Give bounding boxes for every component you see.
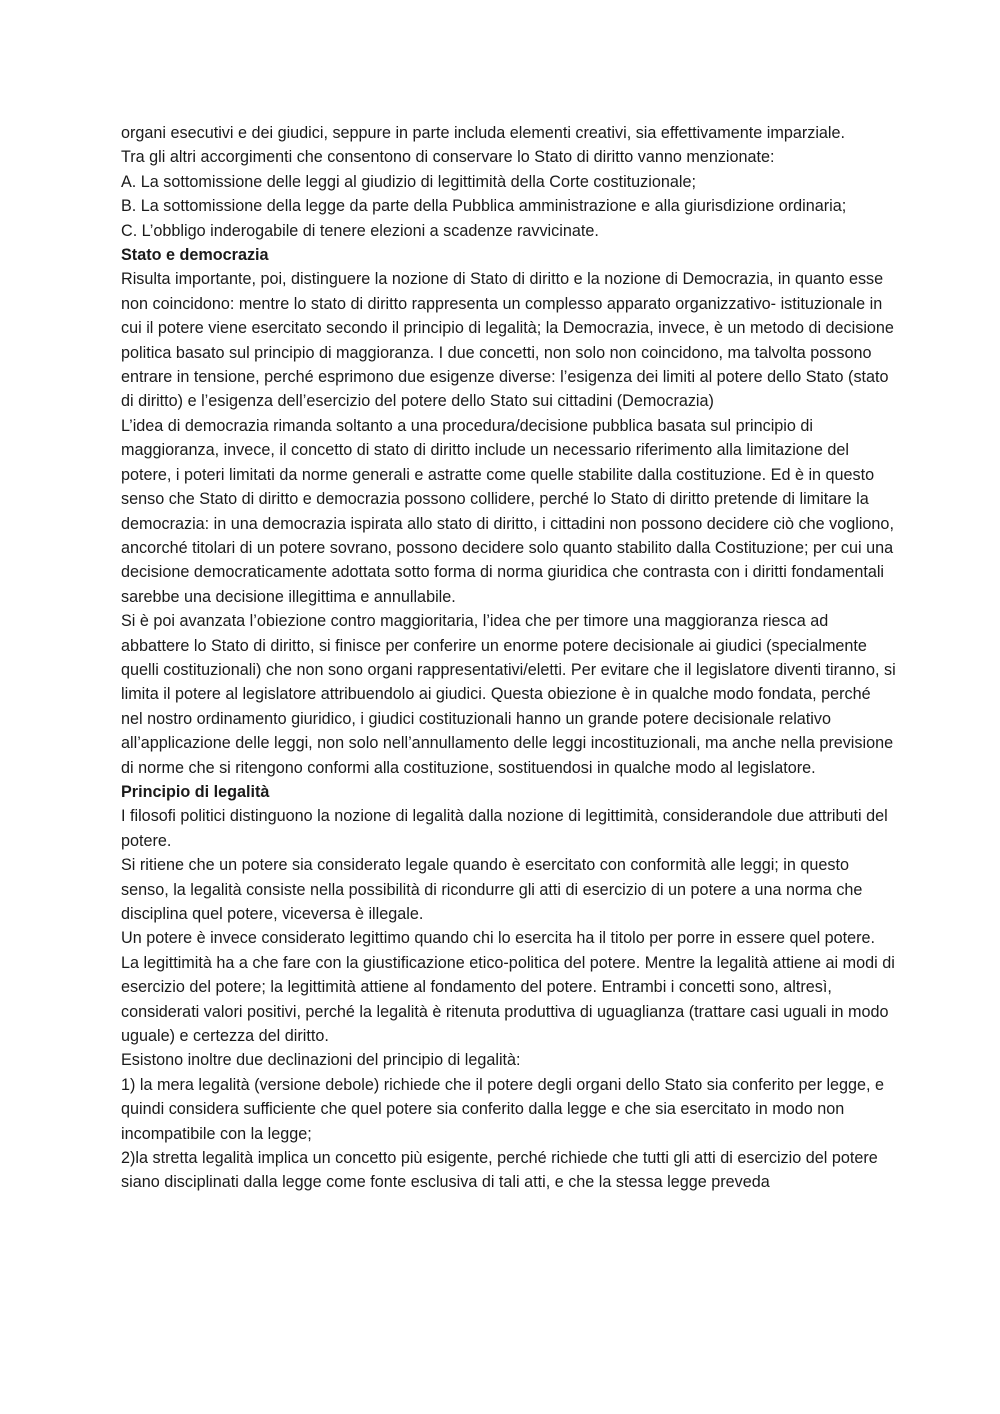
section-heading-stato-democrazia: Stato e democrazia	[121, 246, 269, 265]
paragraph-declinazioni: Esistono inoltre due declinazioni del principio di legalità:	[121, 1051, 521, 1070]
list-item-c: C. L’obbligo inderogabile di tenere elezioni a scadenze ravvicinate.	[121, 221, 599, 240]
list-item-b: B. La sottomissione della legge da parte della Pubblica amministrazione e alla giurisdizione ordinaria;	[121, 197, 847, 216]
list-item-mera-legalita: 1) la mera legalità (versione debole) richiede che il potere degli organi dello Stato sia conferito per legge, e quindi considera sufficiente che quel potere sia conferito dalla legge e che sia esercitato in modo non incompatibile con la legge;	[121, 1075, 885, 1143]
document-body	[121, 121, 896, 1195]
list-item-a: A. La sottomissione delle leggi al giudizio di legittimità della Corte costituzionale;	[121, 172, 696, 191]
paragraph-stato-democrazia-1: Risulta importante, poi, distinguere la nozione di Stato di diritto e la nozione di Democrazia, in quanto esse non coincidono: mentre lo stato di diritto rappresenta un complesso apparato organizzativo- istituzionale in cui il potere viene esercitato secondo il principio di legalità; la Democrazia, invece, è un metodo di decisione politica basato sul principio di maggioranza. I due concetti, non solo non coincidono, ma talvolta possono entrare in tensione, perché esprimono due esigenze diverse: l’esigenza dei limiti al potere dello Stato (stato di diritto) e l’esigenza dell’esercizio del potere dello Stato sui cittadini (Democrazia)	[121, 270, 894, 411]
section-heading-principio-legalita: Principio di legalità	[121, 782, 270, 801]
paragraph-legalita-2: Si ritiene che un potere sia considerato legale quando è esercitato con conformità alle leggi; in questo senso, la legalità consiste nella possibilità di ricondurre gli atti di esercizio di un potere a una norma che disciplina quel potere, viceversa è illegale.	[121, 856, 863, 923]
paragraph-stato-democrazia-2: L’idea di democrazia rimanda soltanto a una procedura/decisione pubblica basata sul principio di maggioranza, invece, il concetto di stato di diritto include un necessario riferimento alla limitazione del potere, i poteri limitati da norme generali e astratte come quelle stabilite dalla costituzione. Ed è in questo senso che Stato di diritto e democrazia possono collidere, perché lo Stato di diritto pretende di limitare la democrazia: in una democrazia ispirata allo stato di diritto, i cittadini non possono decidere ciò che vogliono, ancorché titolari di un potere sovrano, possono decidere solo quanto stabilito dalla Costituzione; per cui una decisione democraticamente adottata sotto forma di norma giuridica che contrasta con i diritti fondamentali sarebbe una decisione illegittima e annullabile.	[121, 416, 894, 606]
paragraph-legittimita: Un potere è invece considerato legittimo quando chi lo esercita ha il titolo per porre in essere quel potere. La legittimità ha a che fare con la giustificazione etico-politica del potere. Mentre la legalità attiene ai modi di esercizio del potere; la legittimità attiene al fondamento del potere. Entrambi i concetti sono, altresì, considerati valori positivi, perché la legalità è ritenuta produttiva di uguaglianza (trattare casi uguali in modo uguale) e certezza del diritto.	[121, 929, 895, 1046]
paragraph-continuation: organi esecutivi e dei giudici, seppure in parte includa elementi creativi, sia effettivamente imparziale.	[121, 124, 846, 142]
paragraph-legalita-1: I filosofi politici distinguono la nozione di legalità dalla nozione di legittimità, considerandole due attributi del potere.	[121, 807, 888, 850]
list-item-stretta-legalita: 2)la stretta legalità implica un concetto più esigente, perché richiede che tutti gli atti di esercizio del potere siano disciplinati dalla legge come fonte esclusiva di tali atti, e che la stessa legge preveda	[121, 1149, 878, 1192]
paragraph-accorgimenti-intro: Tra gli altri accorgimenti che consentono di conservare lo Stato di diritto vanno menzionate:	[121, 148, 775, 167]
paragraph-obiezione: Si è poi avanzata l’obiezione contro maggioritaria, l’idea che per timore una maggioranza riesca ad abbattere lo Stato di diritto, si finisce per conferire un enorme potere decisionale ai giudici (specialmente quelli costituzionali) che non sono organi rappresentativi/eletti. Per evitare che il legislatore diventi tiranno, si limita il potere al legislatore attribuendolo ai giudici. Questa obiezione è in qualche modo fondata, perché nel nostro ordinamento giuridico, i giudici costituzionali hanno un grande potere decisionale relativo all’applicazione delle leggi, non solo nell’annullamento delle leggi incostituzionali, ma anche nella previsione di norme che si ritengono conformi alla costituzione, sostituendosi in qualche modo al legislatore.	[121, 612, 896, 777]
